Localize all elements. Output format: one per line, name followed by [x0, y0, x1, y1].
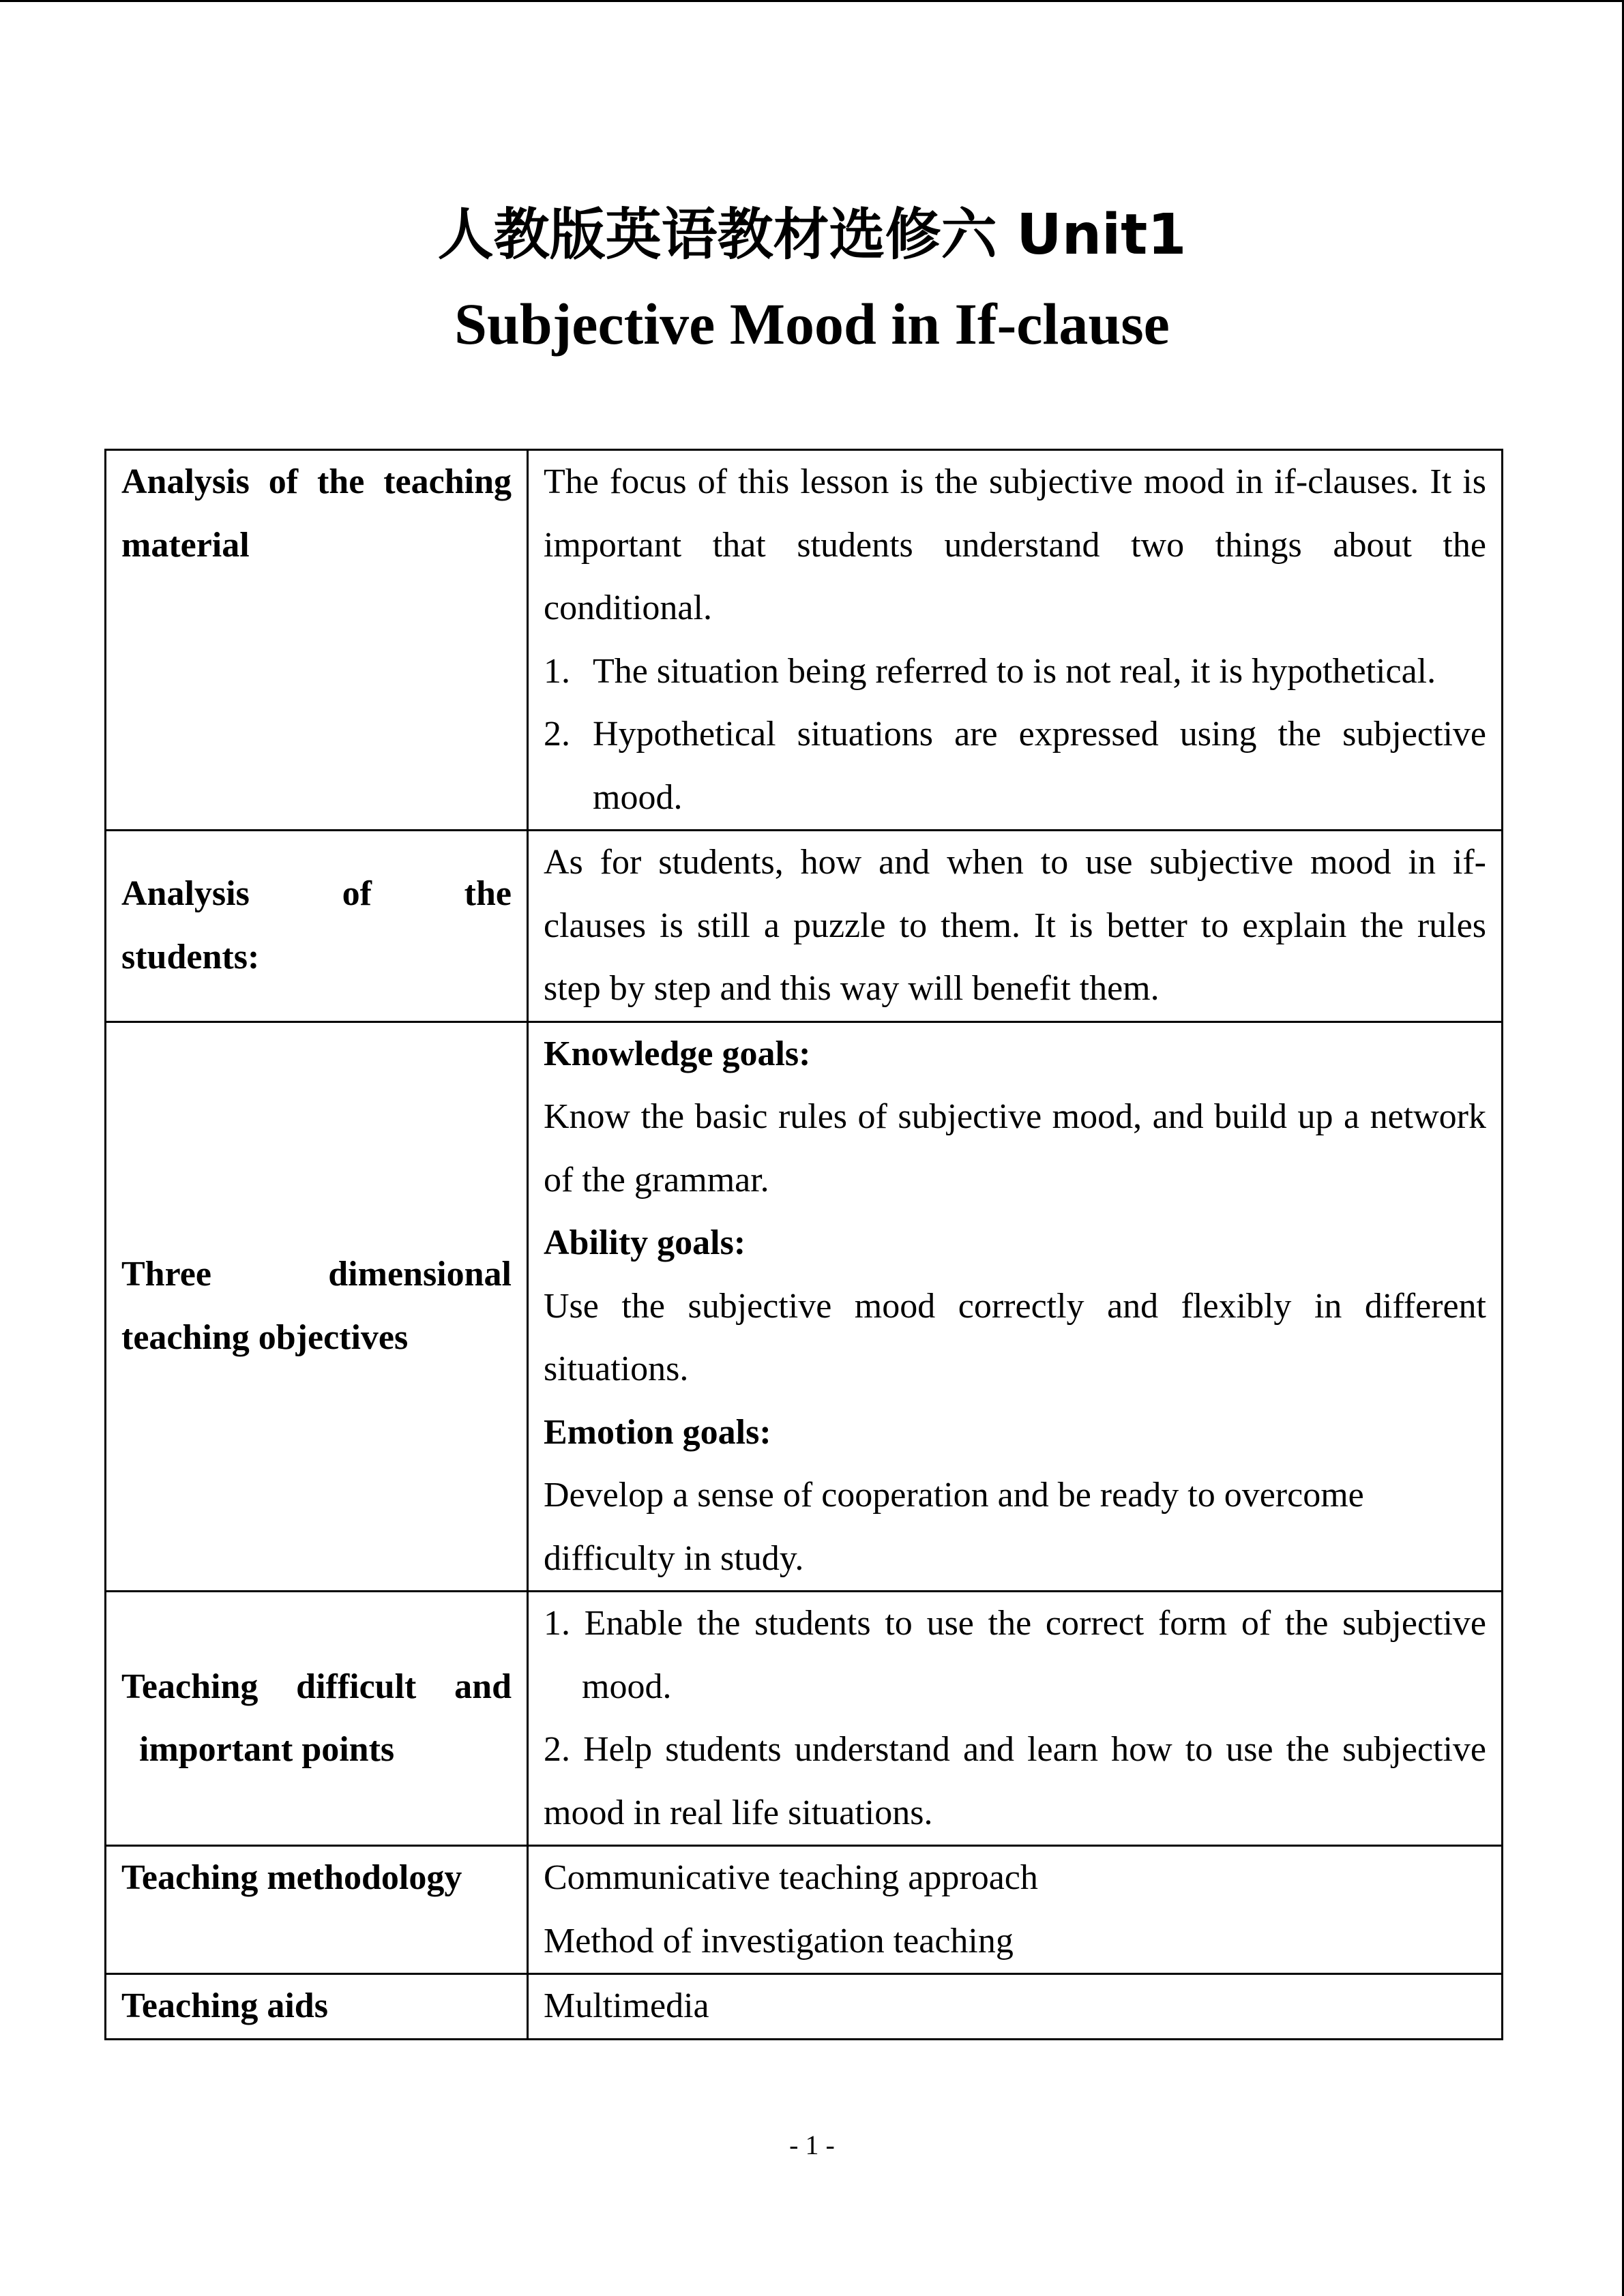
row-students — [106, 831, 1503, 1022]
difficult-item-1: 1. Enable the students to use the correct form of the subjective mood. — [544, 1604, 1486, 1706]
value-students: As for students, how and when to use subjective mood in if-clauses is still a puzzle to them. It is better to explain the rules step by step and this way will benefit them. — [528, 831, 1503, 1022]
label-difficult-line-1: Teaching difficult and — [121, 1667, 512, 1706]
label-teaching-aids: Teaching aids — [106, 1974, 528, 2040]
label-methodology: Teaching methodology — [106, 1846, 528, 1974]
label-students — [106, 831, 528, 1022]
label-teaching-material: Analysis of the teaching material — [106, 450, 528, 831]
material-item-1 — [544, 640, 1486, 704]
row-teaching-material — [106, 450, 1503, 831]
material-item-2 — [544, 703, 1486, 829]
page-top-border — [0, 0, 1624, 2]
page-title-english: Subjective Mood in If-clause — [454, 291, 1170, 357]
label-students-line-2: students: — [121, 937, 260, 976]
material-item-1-text: The situation being referred to is not real, it is hypothetical. — [593, 651, 1436, 691]
label-difficult-line-2: important points — [139, 1730, 395, 1769]
row-teaching-aids — [106, 1974, 1503, 2040]
value-objectives — [528, 1022, 1503, 1592]
ability-goals-text: Use the subjective mood correctly and flexibly in different situations. — [544, 1286, 1486, 1388]
methodology-line-2: Method of investigation teaching — [544, 1921, 1014, 1960]
value-teaching-aids: Multimedia — [528, 1974, 1503, 2040]
methodology-line-1: Communicative teaching approach — [544, 1858, 1038, 1897]
label-difficult-points — [106, 1592, 528, 1846]
material-item-2-text: Hypothetical situations are expressed using the subjective mood. — [593, 715, 1486, 817]
emotion-goals-text-line-1: Develop a sense of cooperation and be ready to overcome — [544, 1476, 1364, 1515]
page-title-chinese: 人教版英语教材选修六 Unit1 — [437, 203, 1187, 267]
lesson-plan-table — [104, 449, 1503, 2040]
value-difficult-points — [528, 1592, 1503, 1846]
row-difficult-points — [106, 1592, 1503, 1846]
label-students-line-1: Analysis of the — [121, 874, 512, 914]
knowledge-goals-heading: Knowledge goals: — [544, 1034, 811, 1073]
value-methodology — [528, 1846, 1503, 1974]
row-objectives — [106, 1022, 1503, 1592]
emotion-goals-heading: Emotion goals: — [544, 1412, 771, 1452]
label-objectives-line-2: teaching objectives — [121, 1317, 409, 1357]
ability-goals-heading: Ability goals: — [544, 1223, 746, 1262]
page-number: - 1 - — [789, 2130, 835, 2160]
material-item-1-number: 1. — [544, 651, 570, 691]
difficult-item-2: 2. Help students understand and learn how to use the subjective mood in real life situations. — [544, 1730, 1486, 1832]
material-intro: The focus of this lesson is the subjective mood in if-clauses. It is important that students understand two things about the conditional. — [544, 462, 1486, 627]
label-objectives — [106, 1022, 528, 1592]
material-item-2-number: 2. — [544, 715, 570, 754]
row-methodology — [106, 1846, 1503, 1974]
label-objectives-line-1: Three dimensional — [121, 1255, 512, 1294]
emotion-goals-text-line-2: difficulty in study. — [544, 1538, 804, 1578]
knowledge-goals-text: Know the basic rules of subjective mood, and build up a network of the grammar. — [544, 1097, 1486, 1199]
value-teaching-material — [528, 450, 1503, 831]
